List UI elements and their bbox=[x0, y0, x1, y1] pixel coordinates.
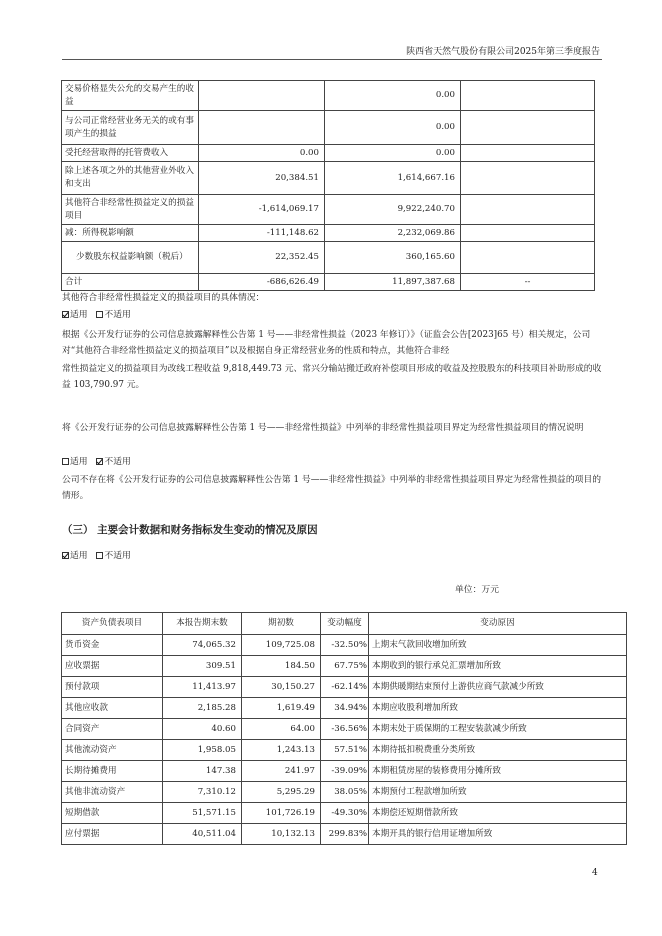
item-cell: 交易价格显失公允的交易产生的收益 bbox=[62, 81, 199, 111]
change-cell: 38.05% bbox=[321, 782, 369, 803]
applicability-row bbox=[62, 308, 607, 324]
not-applicable-label: 不适用 bbox=[104, 551, 131, 561]
item-cell: 减：所得税影响额 bbox=[62, 225, 199, 242]
note-cell bbox=[461, 81, 595, 111]
page-number: 4 bbox=[592, 868, 598, 878]
item-cell: 长期待摊费用 bbox=[62, 761, 163, 782]
unit-label: 单位：万元 bbox=[455, 585, 499, 595]
other-items-intro: 其他符合非经常性损益定义的损益项目的具体情况： bbox=[62, 293, 265, 303]
current-cell bbox=[199, 81, 325, 111]
section-title: （三） 主要会计数据和财务指标发生变动的情况及原因 bbox=[62, 524, 318, 536]
begin-cell: 1,619.49 bbox=[242, 698, 321, 719]
item-cell: 应收票据 bbox=[62, 656, 163, 677]
change-cell: 299.83% bbox=[321, 824, 369, 845]
page-header: 陕西省天然气股份有限公司2025年第三季度报告 bbox=[406, 47, 600, 57]
end-cell: 40.60 bbox=[163, 719, 242, 740]
end-cell: 11,413.97 bbox=[163, 677, 242, 698]
item-cell: 其他符合非经常性损益定义的损益项目 bbox=[62, 195, 199, 225]
begin-cell: 30,150.27 bbox=[242, 677, 321, 698]
reason-cell: 本期待抵扣税费重分类所致 bbox=[369, 740, 627, 761]
other-items-text-2: 常性损益定义的损益项目为改线工程收益 9,818,449.73 元、常兴分输站搬迁政府补偿项目形成的收益及控股股东的科技项目补助形成的收益 103,790.97 元。 bbox=[62, 364, 602, 390]
reason-cell: 本期预付工程款增加所致 bbox=[369, 782, 627, 803]
unchecked-checkbox-icon bbox=[62, 458, 69, 465]
item-cell: 短期借款 bbox=[62, 803, 163, 824]
item-cell: 与公司正常经营业务无关的或有事项产生的损益 bbox=[62, 111, 199, 145]
table-row bbox=[62, 162, 595, 195]
item-cell: 其他流动资产 bbox=[62, 740, 163, 761]
non-recurring-gains-table bbox=[61, 80, 595, 291]
table-row bbox=[62, 824, 627, 845]
unchecked-checkbox-icon bbox=[96, 311, 103, 318]
table-row bbox=[62, 761, 627, 782]
end-cell: 1,958.05 bbox=[163, 740, 242, 761]
table-row bbox=[62, 719, 627, 740]
end-cell: 147.38 bbox=[163, 761, 242, 782]
table-row bbox=[62, 81, 595, 111]
checked-checkbox-icon bbox=[96, 458, 103, 465]
table-row bbox=[62, 698, 627, 719]
applicability-row bbox=[62, 455, 607, 471]
item-cell: 合计 bbox=[62, 274, 199, 291]
reason-cell: 本期供暖期结束预付上游供应商气款减少所致 bbox=[369, 677, 627, 698]
reason-cell: 本期末处于质保期的工程安装款减少所致 bbox=[369, 719, 627, 740]
change-cell: -39.09% bbox=[321, 761, 369, 782]
end-cell: 74,065.32 bbox=[163, 635, 242, 656]
ytd-cell: 2,232,069.86 bbox=[325, 225, 461, 242]
change-cell: -36.56% bbox=[321, 719, 369, 740]
end-cell: 309.51 bbox=[163, 656, 242, 677]
table-row bbox=[62, 782, 627, 803]
change-cell: -49.30% bbox=[321, 803, 369, 824]
current-cell: -686,626.49 bbox=[199, 274, 325, 291]
begin-cell: 109,725.08 bbox=[242, 635, 321, 656]
checked-checkbox-icon bbox=[62, 552, 69, 559]
begin-cell: 64.00 bbox=[242, 719, 321, 740]
column-header: 变动幅度 bbox=[321, 613, 369, 635]
reason-cell: 上期末气款回收增加所致 bbox=[369, 635, 627, 656]
reason-cell: 本期开具的银行信用证增加所致 bbox=[369, 824, 627, 845]
header-divider bbox=[62, 59, 602, 60]
end-cell: 40,511.04 bbox=[163, 824, 242, 845]
table-row bbox=[62, 225, 595, 242]
reason-cell: 本期收到的银行承兑汇票增加所致 bbox=[369, 656, 627, 677]
column-header: 期初数 bbox=[242, 613, 321, 635]
table-row bbox=[62, 635, 627, 656]
ytd-cell: 11,897,387.68 bbox=[325, 274, 461, 291]
note-cell bbox=[461, 162, 595, 195]
applicability-row bbox=[62, 549, 607, 565]
note-cell bbox=[461, 242, 595, 274]
begin-cell: 184.50 bbox=[242, 656, 321, 677]
column-header: 资产负债表项目 bbox=[62, 613, 163, 635]
recurring-text: 公司不存在将《公开发行证券的公司信息披露解释性公告第 1 号——非经常性损益》中列举的非经常性损益项目界定为经常性损益的项目的情形。 bbox=[62, 475, 602, 501]
table-row bbox=[62, 242, 595, 274]
applicable-label: 适用 bbox=[70, 551, 88, 561]
change-cell: 67.75% bbox=[321, 656, 369, 677]
current-cell: 0.00 bbox=[199, 145, 325, 162]
table-row bbox=[62, 111, 595, 145]
current-cell: 22,352.45 bbox=[199, 242, 325, 274]
item-cell: 除上述各项之外的其他营业外收入和支出 bbox=[62, 162, 199, 195]
balance-sheet-changes-table bbox=[61, 612, 627, 845]
table-row bbox=[62, 656, 627, 677]
not-applicable-label: 不适用 bbox=[104, 457, 131, 467]
change-cell: -62.14% bbox=[321, 677, 369, 698]
current-cell: 20,384.51 bbox=[199, 162, 325, 195]
table-row bbox=[62, 803, 627, 824]
note-cell bbox=[461, 195, 595, 225]
end-cell: 51,571.15 bbox=[163, 803, 242, 824]
note-cell: -- bbox=[461, 274, 595, 291]
item-cell: 少数股东权益影响额（税后） bbox=[62, 242, 199, 274]
item-cell: 受托经营取得的托管费收入 bbox=[62, 145, 199, 162]
begin-cell: 241.97 bbox=[242, 761, 321, 782]
item-cell: 货币资金 bbox=[62, 635, 163, 656]
column-header: 变动原因 bbox=[369, 613, 627, 635]
item-cell: 预付款项 bbox=[62, 677, 163, 698]
ytd-cell: 0.00 bbox=[325, 145, 461, 162]
note-cell bbox=[461, 145, 595, 162]
table-row bbox=[62, 740, 627, 761]
checked-checkbox-icon bbox=[62, 311, 69, 318]
unchecked-checkbox-icon bbox=[96, 552, 103, 559]
table-row bbox=[62, 195, 595, 225]
reason-cell: 本期偿还短期借款所致 bbox=[369, 803, 627, 824]
table-row bbox=[62, 677, 627, 698]
ytd-cell: 0.00 bbox=[325, 111, 461, 145]
item-cell: 其他应收款 bbox=[62, 698, 163, 719]
end-cell: 7,310.12 bbox=[163, 782, 242, 803]
begin-cell: 5,295.29 bbox=[242, 782, 321, 803]
ytd-cell: 9,922,240.70 bbox=[325, 195, 461, 225]
column-header: 本报告期末数 bbox=[163, 613, 242, 635]
reason-cell: 本期应收股利增加所致 bbox=[369, 698, 627, 719]
change-cell: 34.94% bbox=[321, 698, 369, 719]
item-cell: 合同资产 bbox=[62, 719, 163, 740]
applicable-label: 适用 bbox=[70, 457, 88, 467]
item-cell: 应付票据 bbox=[62, 824, 163, 845]
ytd-cell: 360,165.60 bbox=[325, 242, 461, 274]
table-header-row bbox=[62, 613, 627, 635]
begin-cell: 1,243.13 bbox=[242, 740, 321, 761]
end-cell: 2,185.28 bbox=[163, 698, 242, 719]
current-cell: -111,148.62 bbox=[199, 225, 325, 242]
current-cell: -1,614,069.17 bbox=[199, 195, 325, 225]
current-cell bbox=[199, 111, 325, 145]
ytd-cell: 1,614,667.16 bbox=[325, 162, 461, 195]
change-cell: 57.51% bbox=[321, 740, 369, 761]
change-cell: -32.50% bbox=[321, 635, 369, 656]
not-applicable-label: 不适用 bbox=[104, 310, 131, 320]
ytd-cell: 0.00 bbox=[325, 81, 461, 111]
applicable-label: 适用 bbox=[70, 310, 88, 320]
begin-cell: 10,132.13 bbox=[242, 824, 321, 845]
other-items-text-1: 根据《公开发行证券的公司信息披露解释性公告第 1 号——非经常性损益（2023 年修订）》（证监会公告[2023]65 号）相关规定，公司对“其他符合非经常性损益定义的损益项目”以及根据自身正常经营业务的性质和特点，其他符合非经 bbox=[62, 330, 591, 356]
item-cell: 其他非流动资产 bbox=[62, 782, 163, 803]
note-cell bbox=[461, 111, 595, 145]
begin-cell: 101,726.19 bbox=[242, 803, 321, 824]
reason-cell: 本期租赁房屋的装修费用分摊所致 bbox=[369, 761, 627, 782]
note-cell bbox=[461, 225, 595, 242]
table-row bbox=[62, 274, 595, 291]
table-row bbox=[62, 145, 595, 162]
recurring-intro: 将《公开发行证券的公司信息披露解释性公告第 1 号——非经常性损益》中列举的非经常性损益项目界定为经常性损益项目的情况说明 bbox=[62, 423, 584, 433]
